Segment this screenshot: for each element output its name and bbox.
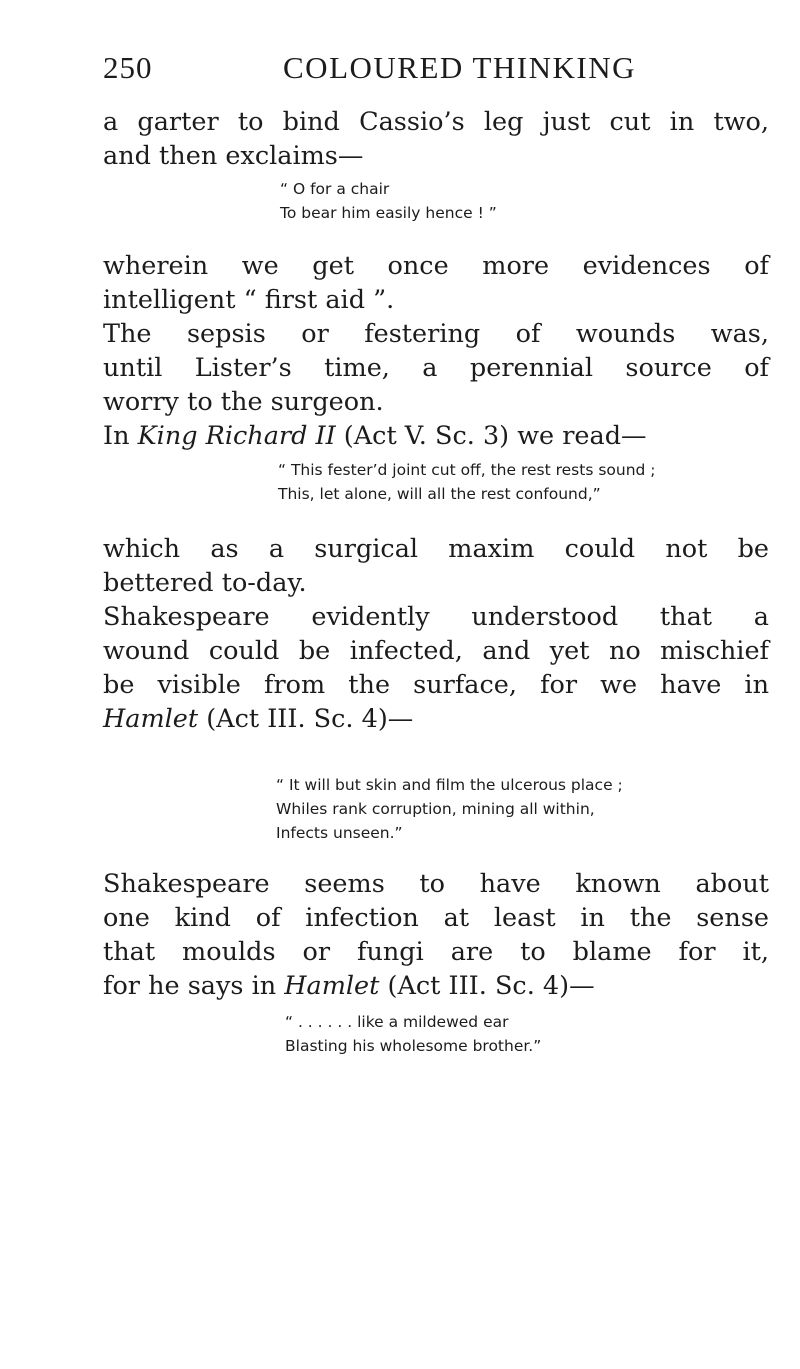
text-line bbox=[103, 419, 769, 453]
work-title: King Richard II bbox=[137, 421, 336, 451]
paragraph-2 bbox=[103, 249, 769, 453]
text-segment: In bbox=[103, 421, 138, 451]
text-segment: (Act III. Sc. 4)— bbox=[379, 971, 595, 1001]
quote-line: “ O for a chair bbox=[280, 180, 390, 198]
text-line: and then exclaims— bbox=[103, 141, 364, 171]
quote-line: This, let alone, will all the rest confound,” bbox=[278, 485, 601, 503]
text-line: The sepsis or festering of wounds was, bbox=[103, 319, 769, 349]
text-line: that moulds or fungi are to blame for it, bbox=[103, 937, 769, 967]
quote-line: To bear him easily hence ! ” bbox=[280, 204, 497, 222]
quotation-2 bbox=[278, 458, 656, 506]
page-number: 250 bbox=[103, 50, 153, 85]
text-line: bettered to-day. bbox=[103, 568, 307, 598]
text-line bbox=[103, 702, 769, 736]
running-title: COLOURED THINKING bbox=[283, 50, 636, 85]
text-line: wound could be infected, and yet no mischief bbox=[103, 636, 769, 666]
text-line: Shakespeare evidently understood that a bbox=[103, 602, 769, 632]
paragraph-3 bbox=[103, 532, 769, 736]
quotation-3 bbox=[276, 773, 623, 845]
quote-line: “ This fester’d joint cut off, the rest rests sound ; bbox=[278, 461, 656, 479]
text-segment: (Act V. Sc. 3) we read— bbox=[335, 421, 647, 451]
work-title: Hamlet bbox=[103, 704, 199, 734]
text-line: intelligent “ first aid ”. bbox=[103, 285, 395, 315]
quotation-4 bbox=[285, 1010, 541, 1058]
text-segment: for he says in bbox=[103, 971, 285, 1001]
text-line: worry to the surgeon. bbox=[103, 387, 384, 417]
text-segment: (Act III. Sc. 4)— bbox=[198, 704, 414, 734]
quote-line: “ . . . . . . like a mildewed ear bbox=[285, 1013, 509, 1031]
quote-line: “ It will but skin and film the ulcerous place ; bbox=[276, 776, 623, 794]
page-header bbox=[103, 50, 763, 90]
quotation-1 bbox=[280, 177, 497, 225]
paragraph-4 bbox=[103, 867, 769, 1003]
text-line: until Lister’s time, a perennial source of bbox=[103, 353, 769, 383]
text-line: be visible from the surface, for we have in bbox=[103, 670, 769, 700]
quote-line: Infects unseen.” bbox=[276, 824, 403, 842]
quote-line: Blasting his wholesome brother.” bbox=[285, 1037, 542, 1055]
text-line: a garter to bind Cassio’s leg just cut in two, bbox=[103, 107, 769, 137]
text-line bbox=[103, 969, 769, 1003]
quote-line: Whiles rank corruption, mining all within, bbox=[276, 800, 595, 818]
text-line: Shakespeare seems to have known about bbox=[103, 869, 769, 899]
text-line: which as a surgical maxim could not be bbox=[103, 534, 769, 564]
paragraph-1 bbox=[103, 105, 769, 173]
work-title: Hamlet bbox=[284, 971, 380, 1001]
text-line: one kind of infection at least in the sense bbox=[103, 903, 769, 933]
text-line: wherein we get once more evidences of bbox=[103, 251, 769, 281]
